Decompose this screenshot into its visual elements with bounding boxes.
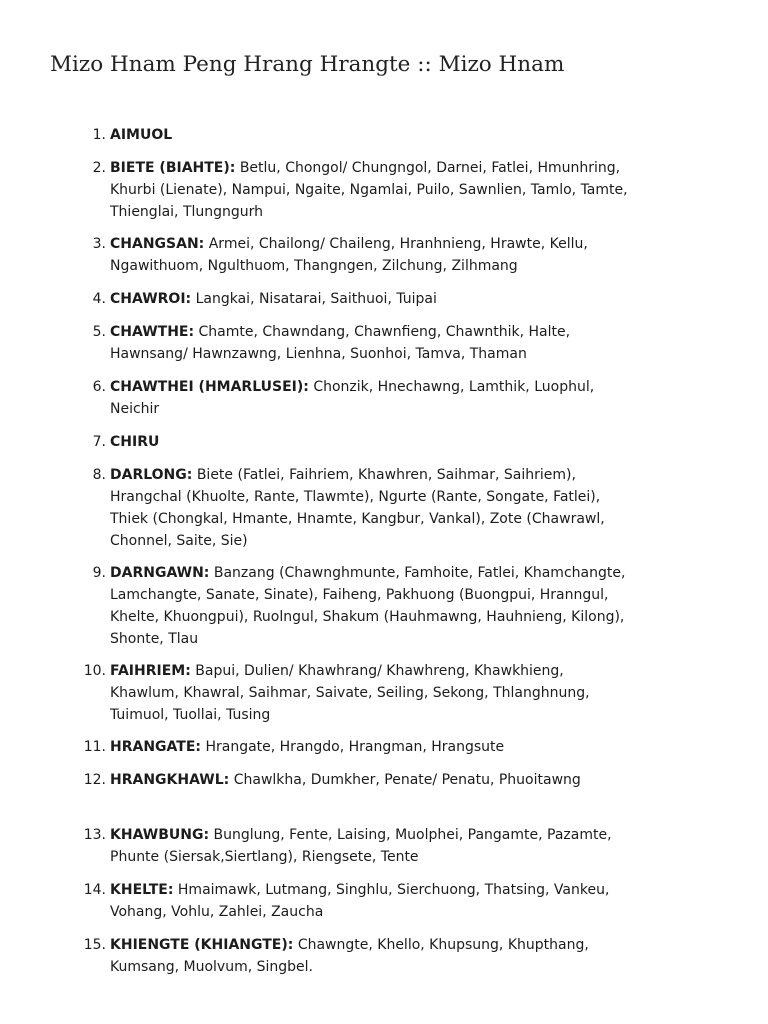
item-number: 3.	[92, 236, 106, 252]
page-title: Mizo Hnam Peng Hrang Hrangte :: Mizo Hnam	[50, 52, 565, 77]
item-number: 9.	[92, 565, 106, 581]
subclans: Hmaimawk, Lutmang, Singhlu, Sierchuong, Thatsing, Vankeu, Vohang, Vohlu, Zahlei, Zaucha	[110, 882, 610, 920]
item-number: 8.	[92, 467, 106, 483]
list-item	[92, 376, 630, 420]
clan-name: DARNGAWN:	[110, 565, 210, 581]
list-item	[92, 124, 630, 146]
clan-name: KHAWBUNG:	[110, 827, 210, 843]
clan-name: CHAWTHE:	[110, 324, 195, 340]
subclans: Chamte, Chawndang, Chawnfieng, Chawnthik, Halte, Hawnsang/ Hawnzawng, Lienhna, Suonhoi, Tamva, Thaman	[110, 324, 571, 362]
item-number: 14.	[83, 882, 106, 898]
list-item	[83, 934, 630, 978]
clan-name: KHELTE:	[110, 882, 174, 898]
subclans: Betlu, Chongol/ Chungngol, Darnei, Fatlei, Hmunhring, Khurbi (Lienate), Nampui, Ngaite, Ngamlai, Puilo, Sawnlien, Tamlo, Tamte, Thienglai, Tlungngurh	[110, 160, 628, 220]
list-item	[83, 824, 630, 868]
subclans: Bunglung, Fente, Laising, Muolphei, Pangamte, Pazamte, Phunte (Siersak,Siertlang), Riengsete, Tente	[110, 827, 612, 865]
item-number: 10.	[83, 663, 106, 679]
subclans: Chawngte, Khello, Khupsung, Khupthang, Kumsang, Muolvum, Singbel.	[110, 937, 589, 975]
list-item	[83, 769, 630, 791]
clan-name: HRANGATE:	[110, 739, 201, 755]
clan-name: BIETE (BIAHTE):	[110, 160, 236, 176]
list-item	[92, 157, 630, 223]
clan-name: CHAWTHEI (HMARLUSEI):	[110, 379, 309, 395]
list-item	[83, 879, 630, 923]
clan-name: FAIHRIEM:	[110, 663, 191, 679]
item-number: 13.	[83, 827, 106, 843]
list-item	[92, 562, 630, 650]
list-item	[92, 464, 630, 552]
clan-name: AIMUOL	[110, 127, 173, 143]
list-item	[83, 736, 630, 758]
subclans: Banzang (Chawnghmunte, Famhoite, Fatlei, Khamchangte, Lamchangte, Sanate, Sinate), Faiheng, Pakhuong (Buongpui, Hranngul, Khelte, Khuongpui), Ruolngul, Shakum (Hauhmawng, Hauhnieng, Kilong), Shonte, Tlau	[110, 565, 626, 647]
subclans: Langkai, Nisatarai, Saithuoi, Tuipai	[195, 291, 437, 307]
clan-name: CHIRU	[110, 434, 160, 450]
list-item	[92, 321, 630, 365]
item-number: 2.	[92, 160, 106, 176]
item-number: 6.	[92, 379, 106, 395]
item-number: 15.	[83, 937, 106, 953]
list-item	[83, 660, 630, 726]
subclans: Chonzik, Hnechawng, Lamthik, Luophul, Neichir	[110, 379, 595, 417]
item-number: 5.	[92, 324, 106, 340]
clan-name: HRANGKHAWL:	[110, 772, 230, 788]
clan-name: CHANGSAN:	[110, 236, 205, 252]
clan-name: CHAWROI:	[110, 291, 192, 307]
list-item	[92, 431, 630, 453]
subclans: Hrangate, Hrangdo, Hrangman, Hrangsute	[205, 739, 505, 755]
list-item	[92, 233, 630, 277]
item-number: 4.	[92, 291, 106, 307]
subclans: Biete (Fatlei, Faihriem, Khawhren, Saihmar, Saihriem), Hrangchal (Khuolte, Rante, Tlawmte), Ngurte (Rante, Songate, Fatlei), Thiek (Chongkal, Hmante, Hnamte, Kangbur, Vankal), Zote (Chawrawl, Chonnel, Saite, Sie)	[110, 467, 605, 549]
clan-name: KHIENGTE (KHIANGTE):	[110, 937, 294, 953]
item-number: 1.	[92, 127, 106, 143]
item-number: 11.	[83, 739, 106, 755]
subclans: Chawlkha, Dumkher, Penate/ Penatu, Phuoitawng	[233, 772, 581, 788]
list-item	[92, 288, 630, 310]
subclans: Armei, Chailong/ Chaileng, Hranhnieng, Hrawte, Kellu, Ngawithuom, Ngulthuom, Thangngen, Zilchung, Zilhmang	[110, 236, 588, 274]
subclans: Bapui, Dulien/ Khawhrang/ Khawhreng, Khawkhieng, Khawlum, Khawral, Saihmar, Saivate, Seiling, Sekong, Thlanghnung, Tuimuol, Tuollai, Tusing	[110, 663, 590, 723]
item-number: 12.	[83, 772, 106, 788]
clan-name: DARLONG:	[110, 467, 193, 483]
item-number: 7.	[92, 434, 106, 450]
